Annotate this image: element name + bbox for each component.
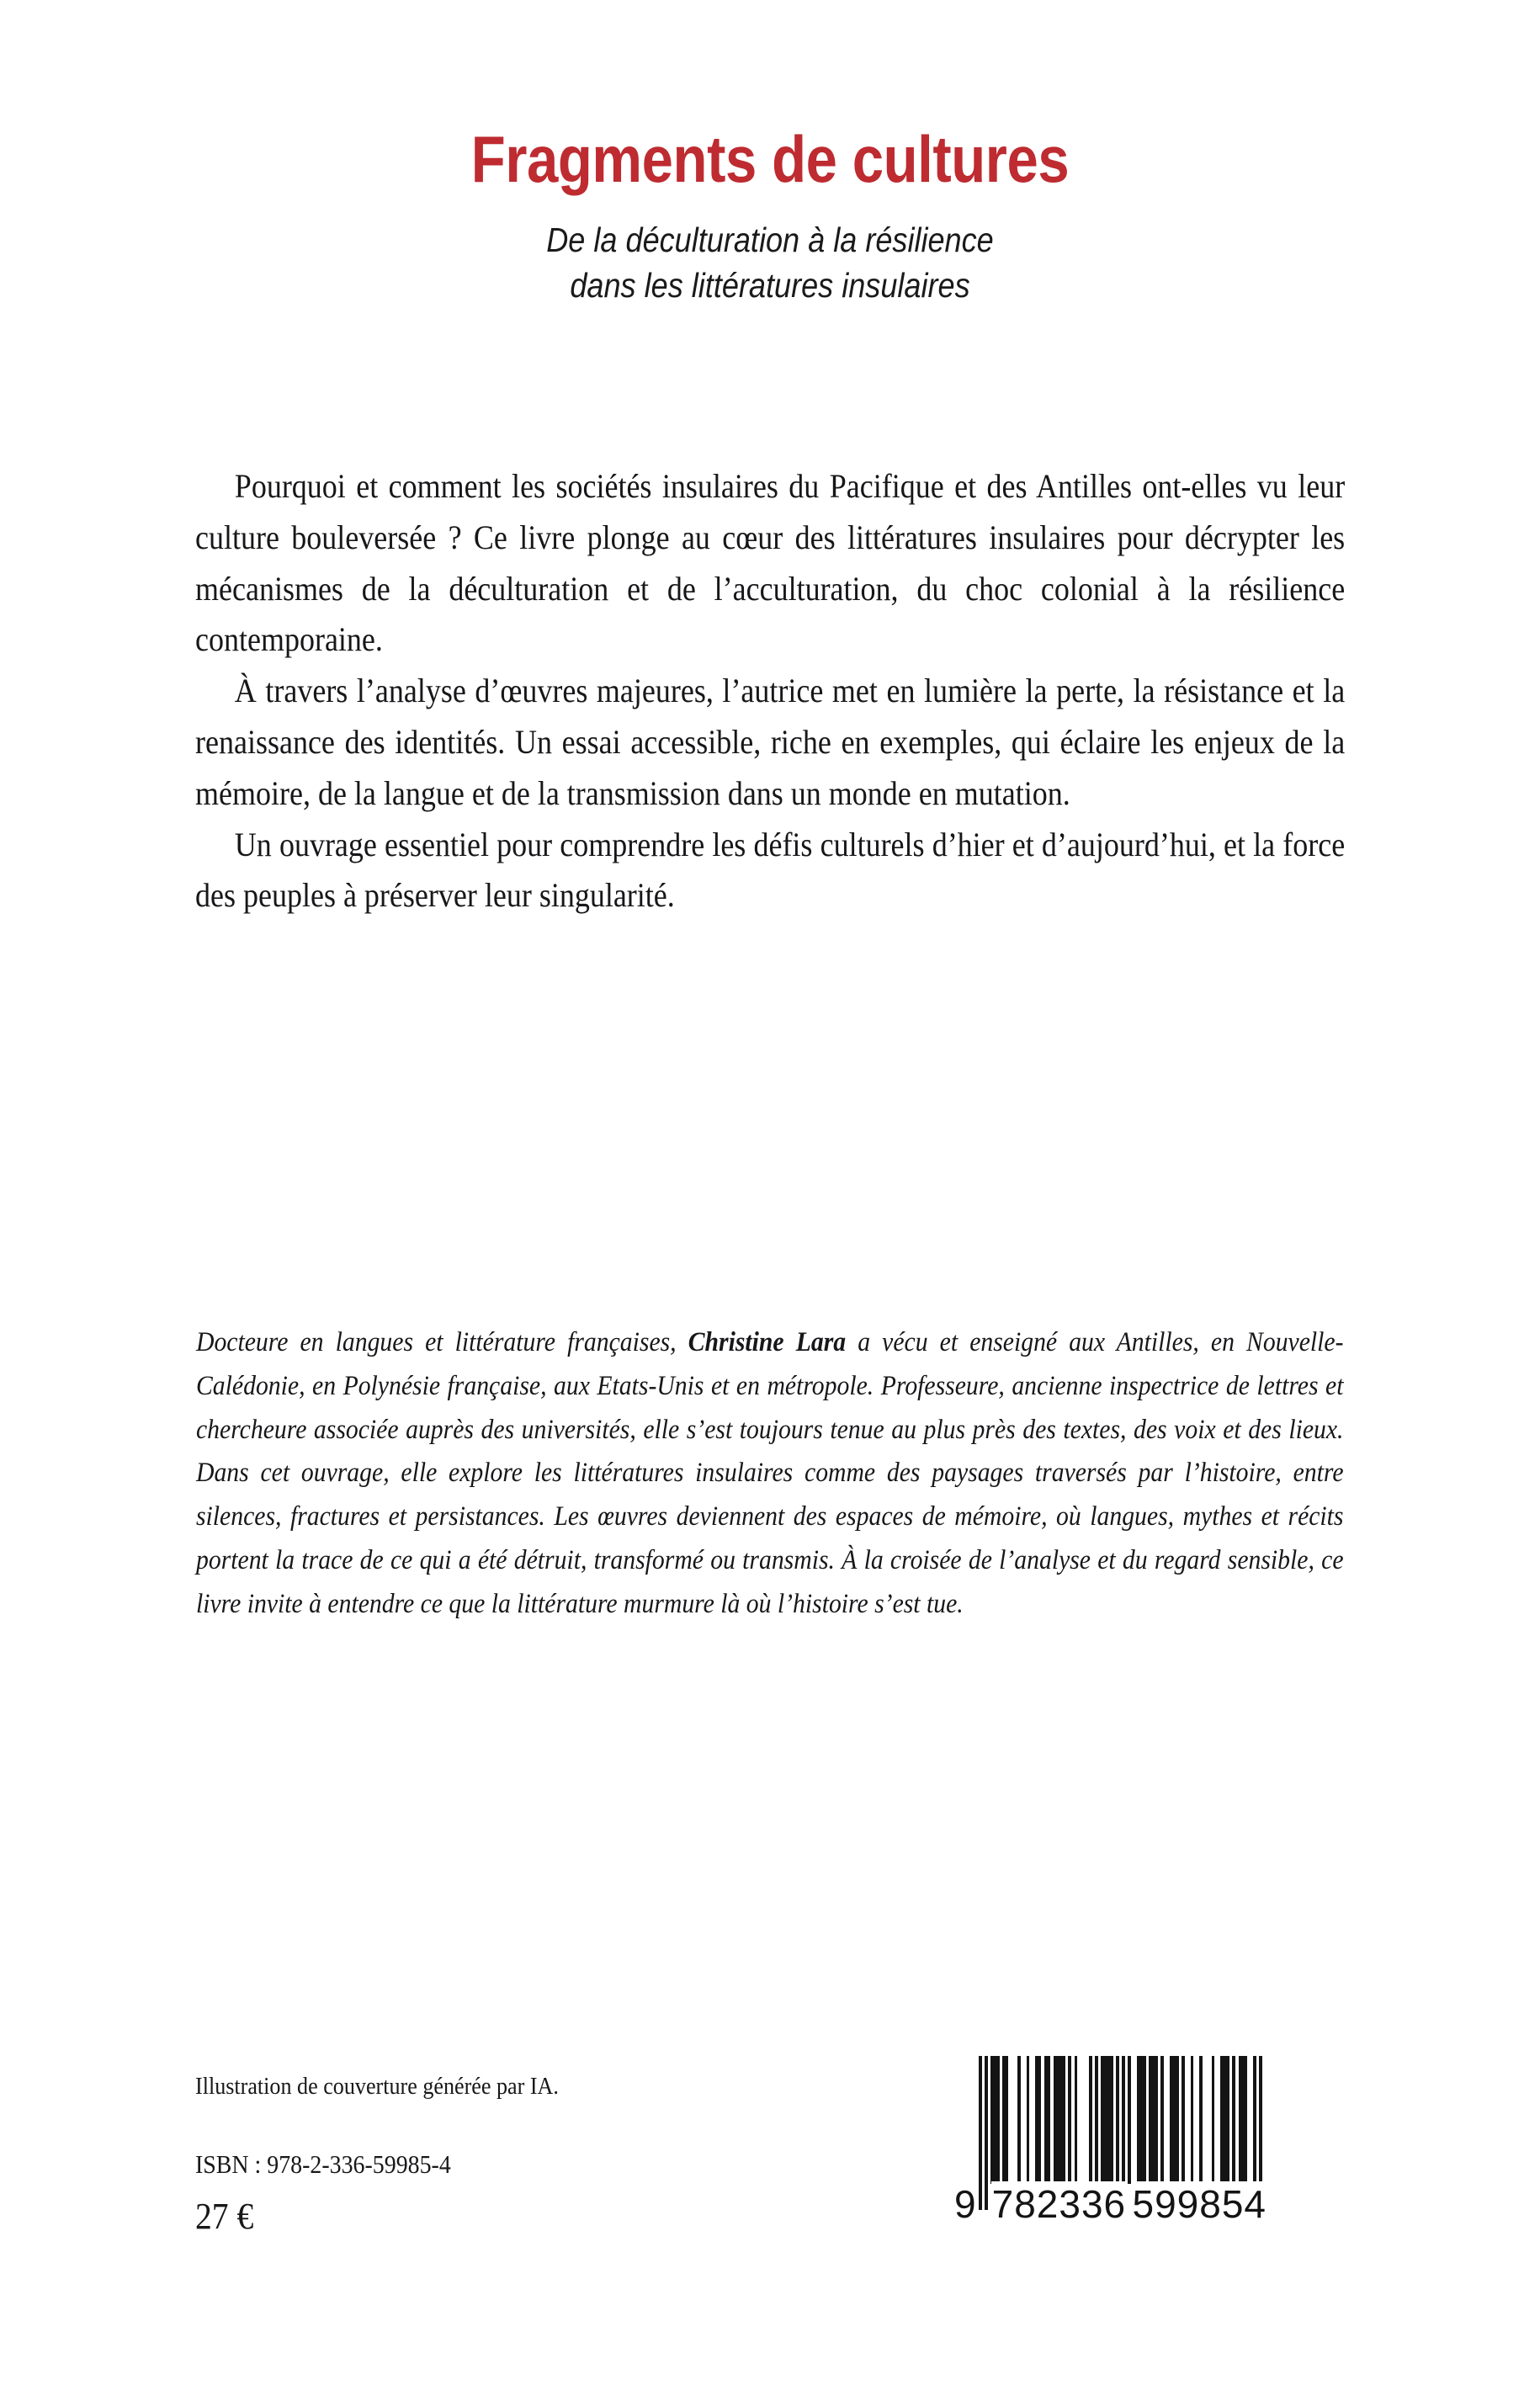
barcode-space — [1247, 2056, 1253, 2184]
barcode-digit-group-left: 782336 — [991, 2182, 1127, 2226]
barcode-space — [1193, 2056, 1199, 2184]
barcode-bar — [1137, 2056, 1146, 2184]
bio-text-before-name: Docteure en langues et littérature françaises, — [196, 1327, 688, 1357]
barcode-bar — [1035, 2056, 1041, 2184]
ean13-barcode — [954, 2056, 1332, 2226]
barcode-space — [1008, 2056, 1017, 2184]
barcode-bar — [1149, 2056, 1158, 2184]
blurb-paragraph-1: Pourquoi et comment les sociétés insulaires du Pacifique et des Antilles ont-elles vu leur culture bouleversée ? Ce livre plonge au cœur des littératures insulaires pour décrypter les mécanismes de la déculturation et de l’acculturation, du choc colonial à la résilience contemporaine. — [195, 467, 1346, 659]
barcode-space — [1185, 2056, 1191, 2184]
book-subtitle — [93, 217, 1447, 308]
barcode-bar — [1170, 2056, 1179, 2184]
barcode-bar — [1044, 2056, 1050, 2184]
barcode-space — [1021, 2056, 1027, 2184]
barcode-space — [1077, 2056, 1089, 2184]
barcode-bar — [1054, 2056, 1065, 2184]
bio-paragraph — [196, 1321, 1344, 1627]
barcode-digit-system: 9 — [954, 2182, 977, 2226]
barcode-space — [1214, 2056, 1220, 2184]
blurb-paragraph-2: À travers l’analyse d’œuvres majeures, l’autrice met en lumière la perte, la résistance et la renaissance des identités. Un essai accessible, riche en exemples, qui éclaire les enjeux de la mémoire, de la langue et de la transmission dans un monde en mutation. — [195, 672, 1346, 812]
author-biography — [196, 1321, 1344, 1627]
barcode-bar — [1239, 2056, 1248, 2184]
page-title: Fragments de cultures — [470, 122, 1070, 196]
title-block — [0, 122, 1540, 308]
barcode-bar — [1101, 2056, 1113, 2184]
price-text: 27 € — [195, 2195, 254, 2237]
author-name: Christine Lara — [688, 1327, 847, 1357]
subtitle-line-1: De la déculturation à la résilience — [546, 220, 994, 259]
barcode-space — [1164, 2056, 1170, 2184]
subtitle-line-2: dans les littératures insulaires — [570, 266, 970, 305]
barcode-space — [1131, 2056, 1137, 2184]
blurb-paragraph-3: Un ouvrage essentiel pour comprendre les défis culturels d’hier et d’aujourd’hui, et la force des peuples à préserver leur singularité. — [195, 825, 1346, 915]
blurb-text — [195, 461, 1345, 922]
barcode-digit-group-right: 599854 — [1132, 2182, 1267, 2226]
isbn-text: ISBN : 978-2-336-59985-4 — [195, 2149, 451, 2179]
barcode-space — [1029, 2056, 1035, 2184]
bio-text-after-name: a vécu et enseigné aux Antilles, en Nouvelle-Calédonie, en Polynésie française, aux Etats-Unis et en métropole. Professeure, ancienne inspectrice de lettres et chercheure associée auprès des universités, elle s’est toujours tenue au plus près des textes, des voix et des lieux. Dans cet ouvrage, elle explore les littératures insulaires comme des paysages traversés par l’histoire, entre silences, fractures et persistances. Les œuvres deviennent des espaces de mémoire, où langues, mythes et récits portent la trace de ce qui a été détruit, transformé ou transmis. À la croisée de l’analyse et du regard sensible, ce livre invite à entendre ce que la littérature murmure là où l’histoire s’est tue. — [196, 1327, 1344, 1619]
footer-info — [195, 2072, 877, 2239]
barcode-space — [1203, 2056, 1212, 2184]
barcode-bar — [1002, 2056, 1008, 2184]
barcode-bar — [990, 2056, 1000, 2184]
cover-credit: Illustration de couverture générée par IA. — [195, 2073, 559, 2100]
barcode-bar — [1220, 2056, 1229, 2184]
barcode-digits — [954, 2181, 1267, 2226]
